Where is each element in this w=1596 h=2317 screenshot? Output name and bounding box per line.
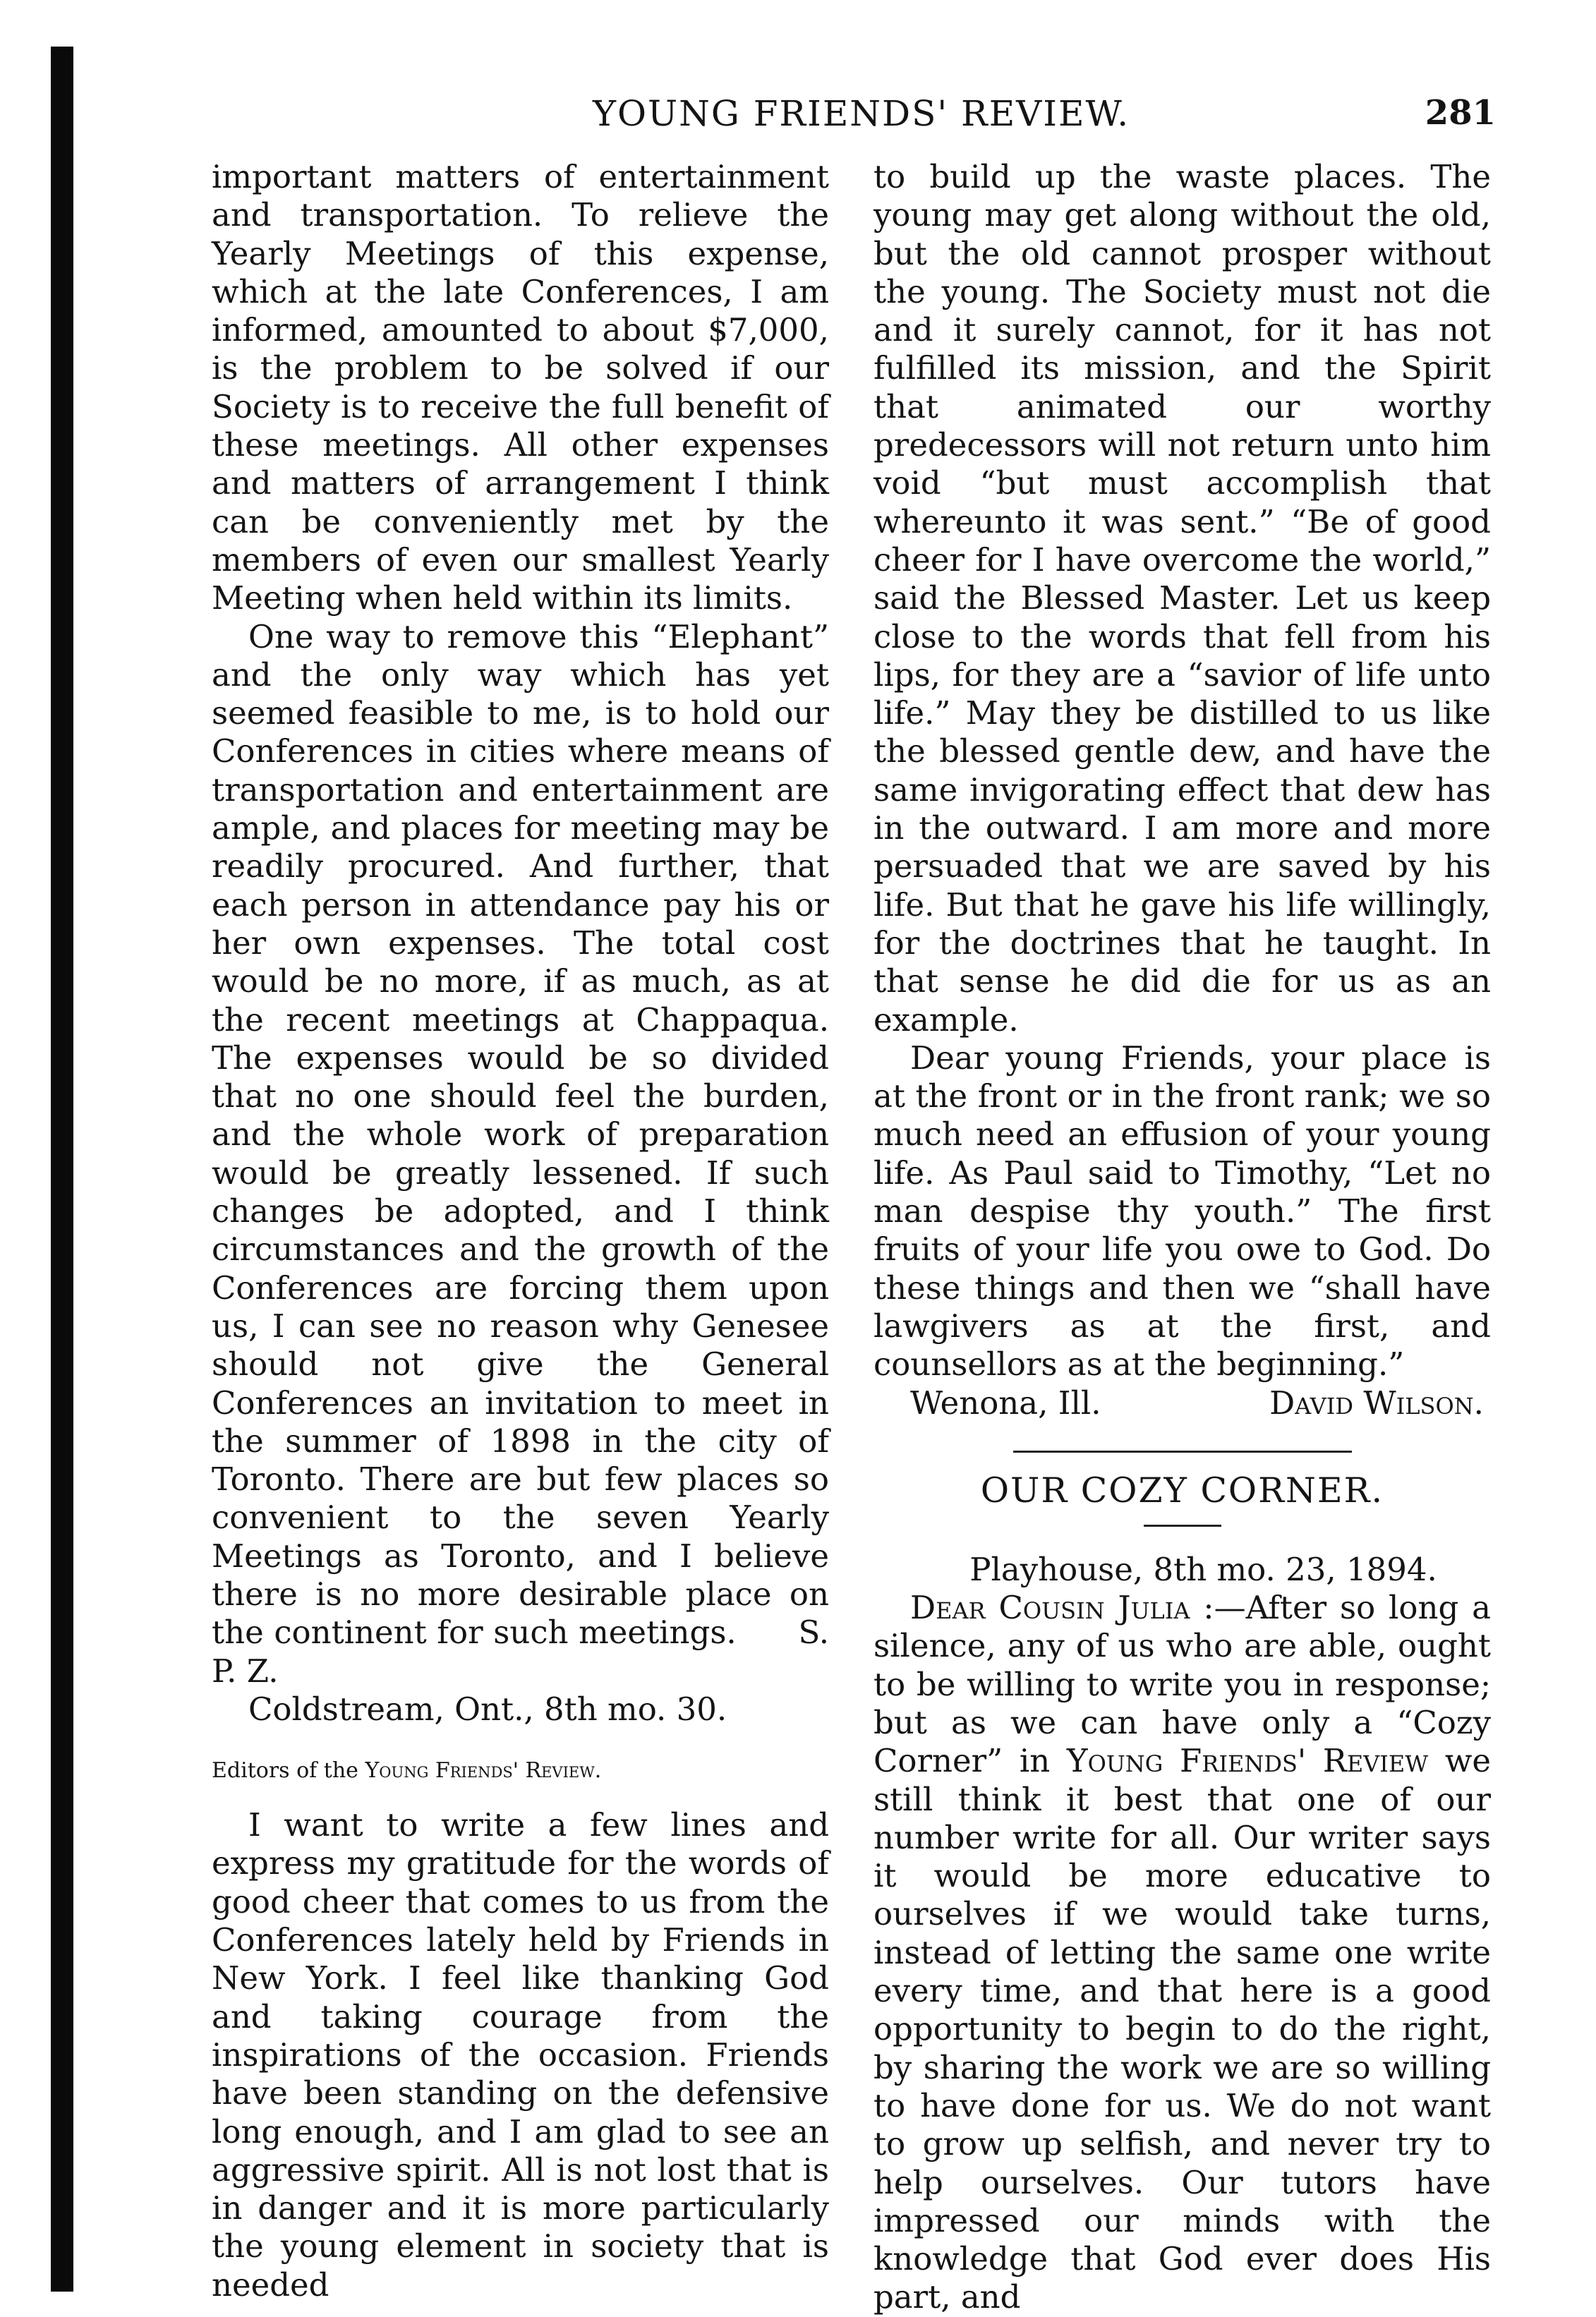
heading-underline	[1144, 1525, 1221, 1527]
paragraph-text-end: we still think it best that one of our number write for all. Our writer says it would be more educative to ourselves if we would take turns, instead of letting the same one write every time, and that here is a good opportunity to begin to do the right, by sharing the work we are so willing to have done for us. We do not want to grow up selfish, and never try to help ourselves. Our tutors have impressed our minds with the knowledge that God ever does His part, and	[873, 1742, 1492, 2316]
editors-prefix: Editors of the	[212, 1758, 358, 1784]
journal-name: Young Friends' Review	[1066, 1742, 1429, 1780]
page-header	[212, 93, 1496, 143]
paragraph-text: :—After so long a silence, any of us who are able, ought to be willing to write you in response; but as we can have only a “Cozy Corner” in	[873, 1589, 1491, 1780]
letter-continuation: to build up the waste places. The young may get along without the old, but the old cannot prosper without the young. The Society must not die and it surely cannot, for it has not fulfilled its mission, and the Spirit that animated our worthy predecessors will not return unto him void “but must accomplish that whereunto it was sent.” “Be of good cheer for I have overcome the world,” said the Blessed Master. Let us keep close to the words that fell from his lips, for they are a “savior of life unto life.” May they be distilled to us like the blessed gentle dew, and have the same invigorating effect that dew has in the outward. I am more and more persuaded that we are saved by his life. But that he gave his life willingly, for the doctrines that he taught. In that sense he did die for us as an example.	[873, 158, 1491, 1039]
page-edge-shadow	[51, 47, 73, 2292]
section-heading: OUR COZY CORNER.	[980, 1470, 1384, 1511]
page-number: 281	[1425, 93, 1496, 133]
salutation: Dear Cousin Julia	[910, 1589, 1190, 1627]
letter-paragraph: I want to write a few lines and express my gratitude for the words of good cheer that comes to us from the Conferences lately held by Friends in New York. I feel like thanking God and taking courage from the inspirations of the occasion. Friends have been standing on the defensive long enough, and I am glad to see an aggressive spirit. All is not lost that is in danger and it is more particularly the young element in society that is needed	[212, 1806, 829, 2304]
signature-line	[873, 1384, 1491, 1422]
section-divider	[1013, 1451, 1352, 1453]
signature-author: David Wilson.	[1269, 1384, 1484, 1422]
signature-initials: S. P. Z.	[212, 1614, 829, 1690]
letter-closing-paragraph: Dear young Friends, your place is at the front or in the front rank; we so much need an effusion of your young life. As Paul said to Timothy, “Let no man despise thy youth.” The first fruits of your life you owe to God. Do these things and then we “shall have lawgivers as at the first, and counsellors as at the beginning.”	[873, 1039, 1491, 1384]
running-title: YOUNG FRIENDS' REVIEW.	[593, 93, 1130, 134]
editors-address-line	[212, 1757, 829, 1785]
paragraph-text: One way to remove this “Elephant” and the only way which has yet seemed feasible to me, is to hold our Conferences in cities where means of transportation and entertainment are ample, and places for meeting may be readily procured. And further, that each person in attendance pay his or her own expenses. The total cost would be no more, if as much, as at the recent meetings at Chappaqua. The expenses would be so divided that no one should feel the burden, and the whole work of preparation would be greatly lessened. If such changes be adopted, and I think circumstances and the growth of the Conferences are forcing them upon us, I can see no reason why Genesee should not give the General Conferences an invitation to meet in the summer of 1898 in the city of Toronto. There are but few places so convenient to the seven Yearly Meetings as Toronto, and I believe there is no more desirable place on the continent for such meetings.	[212, 617, 829, 1652]
paragraph-elephant	[212, 618, 829, 1690]
letter-dateline: Playhouse, 8th mo. 23, 1894.	[969, 1550, 1437, 1588]
cozy-corner-paragraph	[873, 1589, 1491, 2317]
paragraph-continuation: important matters of entertainment and transportation. To relieve the Yearly Meetings of this expense, which at the late Conferences, I am informed, amounted to about $7,000, is the problem to be solved if our Society is to receive the full benefit of these meetings. All other expenses and matters of arrangement I think can be conveniently met by the members of even our smallest Yearly Meeting when held within its limits.	[212, 158, 829, 617]
editors-journal: Young Friends' Review.	[365, 1758, 602, 1784]
left-column	[212, 158, 829, 2304]
right-column	[873, 158, 1491, 2317]
signature-place: Wenona, Ill.	[910, 1384, 1101, 1422]
place-date-line: Coldstream, Ont., 8th mo. 30.	[248, 1690, 727, 1728]
